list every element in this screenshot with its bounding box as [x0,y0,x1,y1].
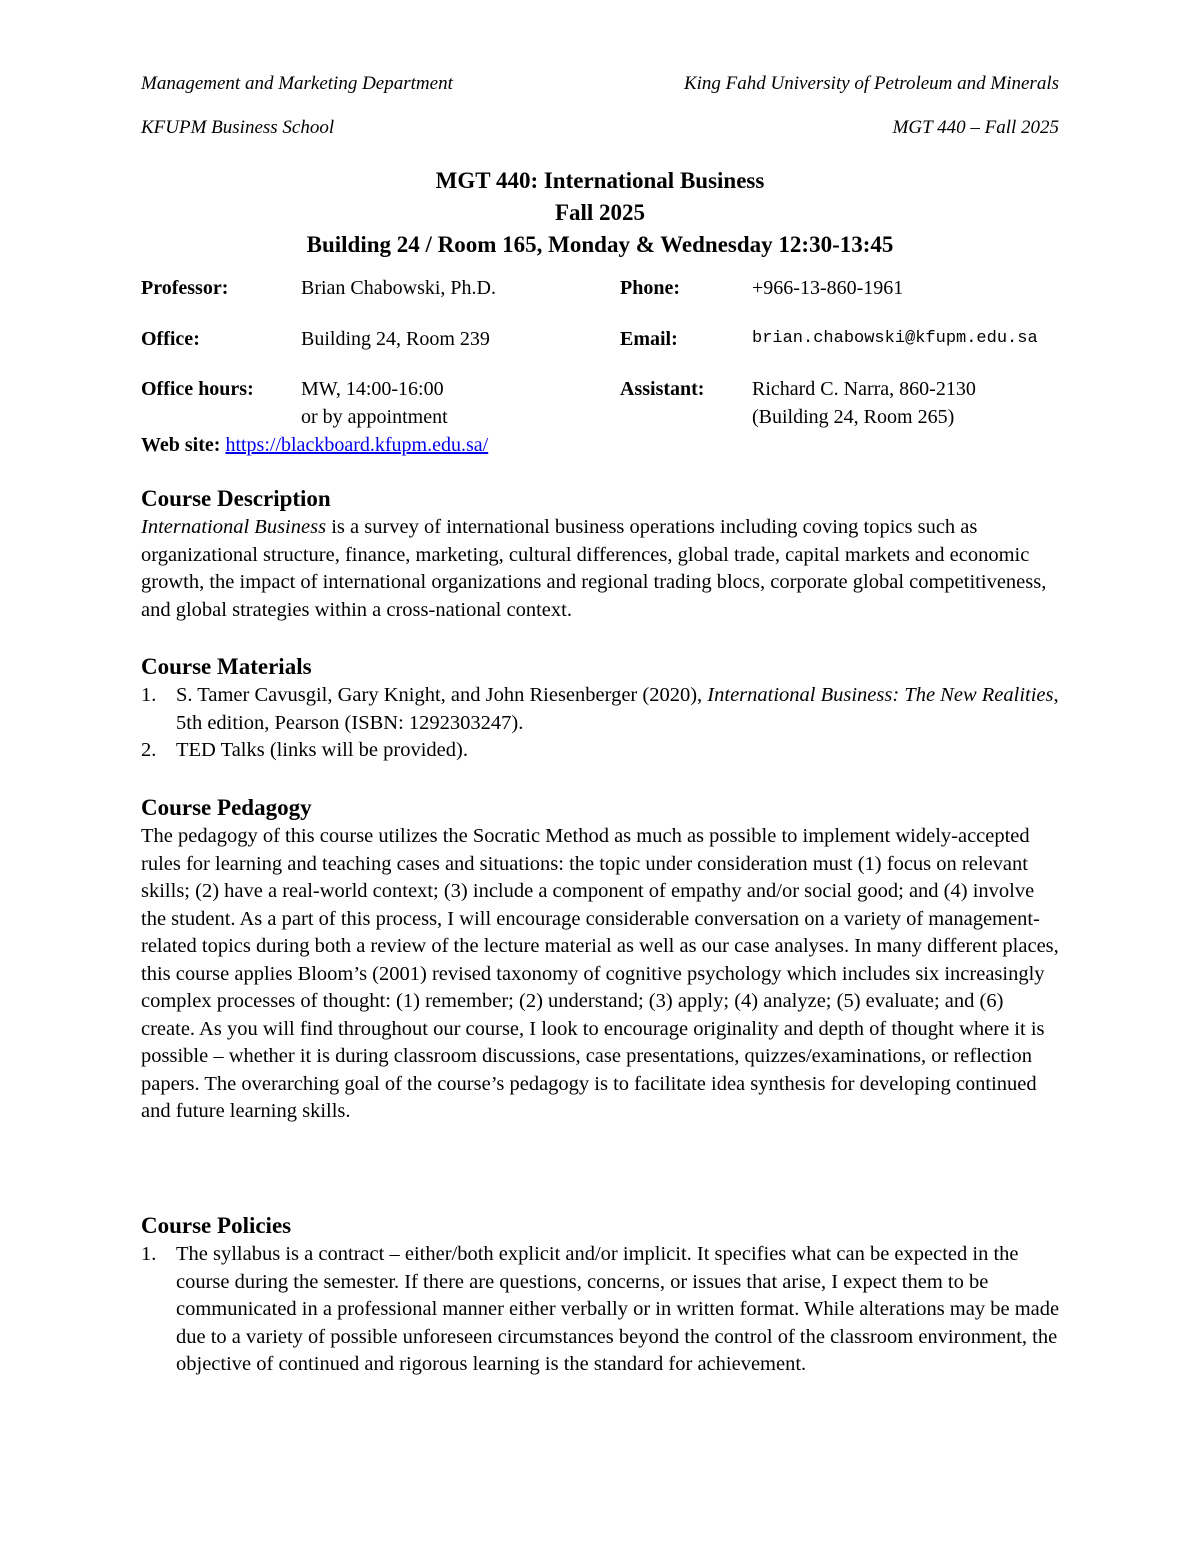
assistant-value: Richard C. Narra, 860-2130 [752,378,976,400]
website-link[interactable]: https://blackboard.kfupm.edu.sa/ [225,434,489,456]
course-pedagogy-heading: Course Pedagogy [141,795,312,820]
material-text-pre: S. Tamer Cavusgil, Gary Knight, and John Riesenberger (2020), [176,684,708,706]
course-materials-section [141,652,1061,765]
assistant-office: (Building 24, Room 265) [752,406,955,428]
course-description-body: is a survey of international business operations including coving topics such as organizational structure, finance, marketing, cultural differences, global trade, capital markets and economic growth, the impact of international organizations and regional trading blocs, corporate global competitiveness, and global strategies within a cross-national context. [141,516,1047,621]
course-semester: Fall 2025 [554,200,646,225]
material-text-post: , 5th edition, Pearson (ISBN: 1292303247). [176,684,1059,734]
phone-label: Phone: [620,277,680,299]
course-title: MGT 440: International Business [435,168,765,193]
policy-text: The syllabus is a contract – either/both explicit and/or implicit. It specifies what can be expected in the course during the semester. If there are questions, concerns, or issues that arise, I expect them to be communicated in a professional manner either verbally or in written format. While alterations may be made due to a variety of possible unforeseen circumstances beyond the control of the classroom environment, the objective of continued and rigorous learning is the standard for achievement. [176,1243,1060,1375]
school-name: KFUPM Business School [141,117,335,138]
assistant-label: Assistant: [620,378,705,400]
office-label: Office: [141,328,200,350]
professor-label: Professor: [141,277,229,299]
email-label: Email: [620,328,678,350]
course-title-block [141,165,1059,261]
list-item [141,737,1061,765]
list-item [141,682,1061,737]
course-materials-list [141,682,1061,765]
course-term: MGT 440 – Fall 2025 [892,117,1059,138]
course-pedagogy-text: The pedagogy of this course utilizes the Socratic Method as much as possible to implement widely-accepted rules for learning and teaching cases and situations: the topic under consideration must (1) focus on relevant skills; (2) have a real-world context; (3) include a component of empathy and/or social good; and (4) involve the student. As a part of this process, I will encourage considerable conversation on a variety of management-related topics during both a review of the lecture material as well as our case analyses. In many different places, this course applies Bloom’s (2001) revised taxonomy of cognitive psychology which includes six increasingly complex processes of thought: (1) remember; (2) understand; (3) apply; (4) analyze; (5) evaluate; and (6) create. As you will find throughout our course, I look to encourage originality and depth of thought where it is possible – whether it is during classroom discussions, case presentations, quizzes/examinations, or reflection papers. The overarching goal of the course’s pedagogy is to facilitate idea synthesis for developing continued and future learning skills. [141,825,1059,1122]
course-policies-list [141,1241,1061,1379]
phone-value: +966-13-860-1961 [752,277,904,299]
course-materials-heading: Course Materials [141,654,312,679]
course-policies-section [141,1211,1061,1379]
list-item-number: 1. [141,1243,157,1265]
material-book-title: International Business: The New Realities [707,684,1054,706]
material-text-pre: TED Talks (links will be provided). [176,739,468,761]
course-location-time: Building 24 / Room 165, Monday & Wednesday 12:30-13:45 [306,232,894,257]
course-pedagogy-section [141,793,1061,1126]
office-hours-label: Office hours: [141,378,254,400]
list-item [141,1241,1061,1379]
office-hours-appointment: or by appointment [301,406,448,428]
list-item-number: 2. [141,739,157,761]
course-description-text [141,514,1061,624]
course-description-section [141,484,1061,624]
website-line [141,434,488,456]
course-description-heading: Course Description [141,486,331,511]
office-hours-value: MW, 14:00-16:00 [301,378,444,400]
email-value: brian.chabowski@kfupm.edu.sa [752,329,1038,348]
course-policies-heading: Course Policies [141,1213,292,1238]
website-label: Web site: [141,434,221,456]
office-value: Building 24, Room 239 [301,328,490,350]
course-description-lead: International Business [141,516,327,538]
university-name: King Fahd University of Petroleum and Minerals [683,73,1059,94]
professor-value: Brian Chabowski, Ph.D. [301,277,496,299]
info-row-website [141,431,1061,459]
department-name: Management and Marketing Department [141,73,453,94]
list-item-number: 1. [141,684,157,706]
